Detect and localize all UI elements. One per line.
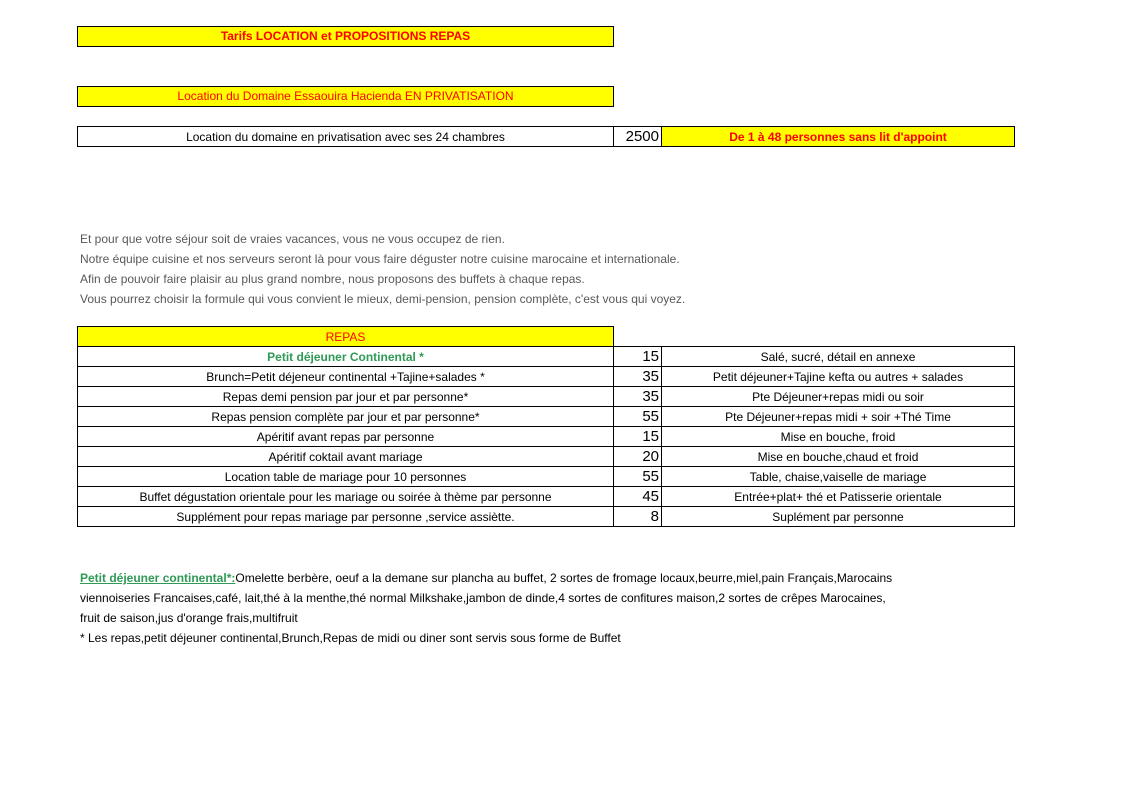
table-row: [78, 487, 1015, 507]
location-description: Location du domaine en privatisation avec ses 24 chambres: [78, 127, 614, 147]
row-detail: Salé, sucré, détail en annexe: [662, 347, 1015, 367]
repas-table: [77, 326, 1015, 527]
breakfast-note-label: Petit déjeuner continental*:: [80, 571, 236, 585]
table-row: [78, 367, 1015, 387]
page-title: Tarifs LOCATION et PROPOSITIONS REPAS: [77, 26, 614, 47]
row-detail: Suplément par personne: [662, 507, 1015, 527]
intro-line: Afin de pouvoir faire plaisir au plus grand nombre, nous proposons des buffets à chaque repas.: [80, 272, 585, 286]
table-row: [78, 427, 1015, 447]
buffet-footnote: * Les repas,petit déjeuner continental,Brunch,Repas de midi ou diner sont servis sous forme de Buffet: [80, 631, 621, 645]
table-row: [78, 467, 1015, 487]
row-detail: Petit déjeuner+Tajine kefta ou autres + salades: [662, 367, 1015, 387]
table-row: [78, 347, 1015, 367]
repas-header: REPAS: [78, 327, 614, 347]
breakfast-note-line: viennoiseries Francaises,café, lait,thé à la menthe,thé normal Milkshake,jambon de dinde,4 sortes de confitures maison,2 sortes de crêpes Marocaines,: [80, 591, 886, 605]
row-detail: Table, chaise,vaiselle de mariage: [662, 467, 1015, 487]
row-price: 55: [614, 467, 662, 487]
row-name: Buffet dégustation orientale pour les mariage ou soirée à thème par personne: [78, 487, 614, 507]
row-detail: Entrée+plat+ thé et Patisserie orientale: [662, 487, 1015, 507]
row-name: Petit déjeuner Continental *: [78, 347, 614, 367]
intro-line: Et pour que votre séjour soit de vraies vacances, vous ne vous occupez de rien.: [80, 232, 505, 246]
location-table: [77, 126, 1015, 147]
row-name: Apéritif avant repas par personne: [78, 427, 614, 447]
row-price: 15: [614, 427, 662, 447]
row-detail: Pte Déjeuner+repas midi + soir +Thé Time: [662, 407, 1015, 427]
row-name: Apéritif coktail avant mariage: [78, 447, 614, 467]
repas-header-row: [78, 327, 1015, 347]
breakfast-note-line: fruit de saison,jus d'orange frais,multifruit: [80, 611, 298, 625]
breakfast-note-line: Omelette berbère, oeuf a la demane sur plancha au buffet, 2 sortes de fromage locaux,beurre,miel,pain Français,Marocains: [235, 571, 893, 585]
intro-line: Vous pourrez choisir la formule qui vous convient le mieux, demi-pension, pension complète, c'est vous qui voyez.: [80, 292, 686, 306]
row-name: Supplément pour repas mariage par personne ,service assiètte.: [78, 507, 614, 527]
table-row: [78, 127, 1015, 147]
row-price: 55: [614, 407, 662, 427]
intro-line: Notre équipe cuisine et nos serveurs seront là pour vous faire déguster notre cuisine marocaine et internationale.: [80, 252, 680, 266]
table-row: [78, 407, 1015, 427]
location-header: Location du Domaine Essaouira Hacienda EN PRIVATISATION: [77, 86, 614, 107]
row-price: 15: [614, 347, 662, 367]
row-price: 8: [614, 507, 662, 527]
row-detail: Mise en bouche, froid: [662, 427, 1015, 447]
table-row: [78, 447, 1015, 467]
table-row: [78, 507, 1015, 527]
row-price: 35: [614, 387, 662, 407]
row-name: Brunch=Petit déjeneur continental +Tajine+salades *: [78, 367, 614, 387]
row-price: 20: [614, 447, 662, 467]
location-price: 2500: [614, 127, 662, 147]
row-name: Repas pension complète par jour et par personne*: [78, 407, 614, 427]
table-row: [78, 387, 1015, 407]
row-price: 45: [614, 487, 662, 507]
row-detail: Mise en bouche,chaud et froid: [662, 447, 1015, 467]
location-capacity: De 1 à 48 personnes sans lit d'appoint: [662, 127, 1015, 147]
row-name: Repas demi pension par jour et par personne*: [78, 387, 614, 407]
breakfast-note: [80, 568, 1040, 648]
row-price: 35: [614, 367, 662, 387]
intro-text: [80, 229, 685, 309]
row-detail: Pte Déjeuner+repas midi ou soir: [662, 387, 1015, 407]
row-name: Location table de mariage pour 10 personnes: [78, 467, 614, 487]
